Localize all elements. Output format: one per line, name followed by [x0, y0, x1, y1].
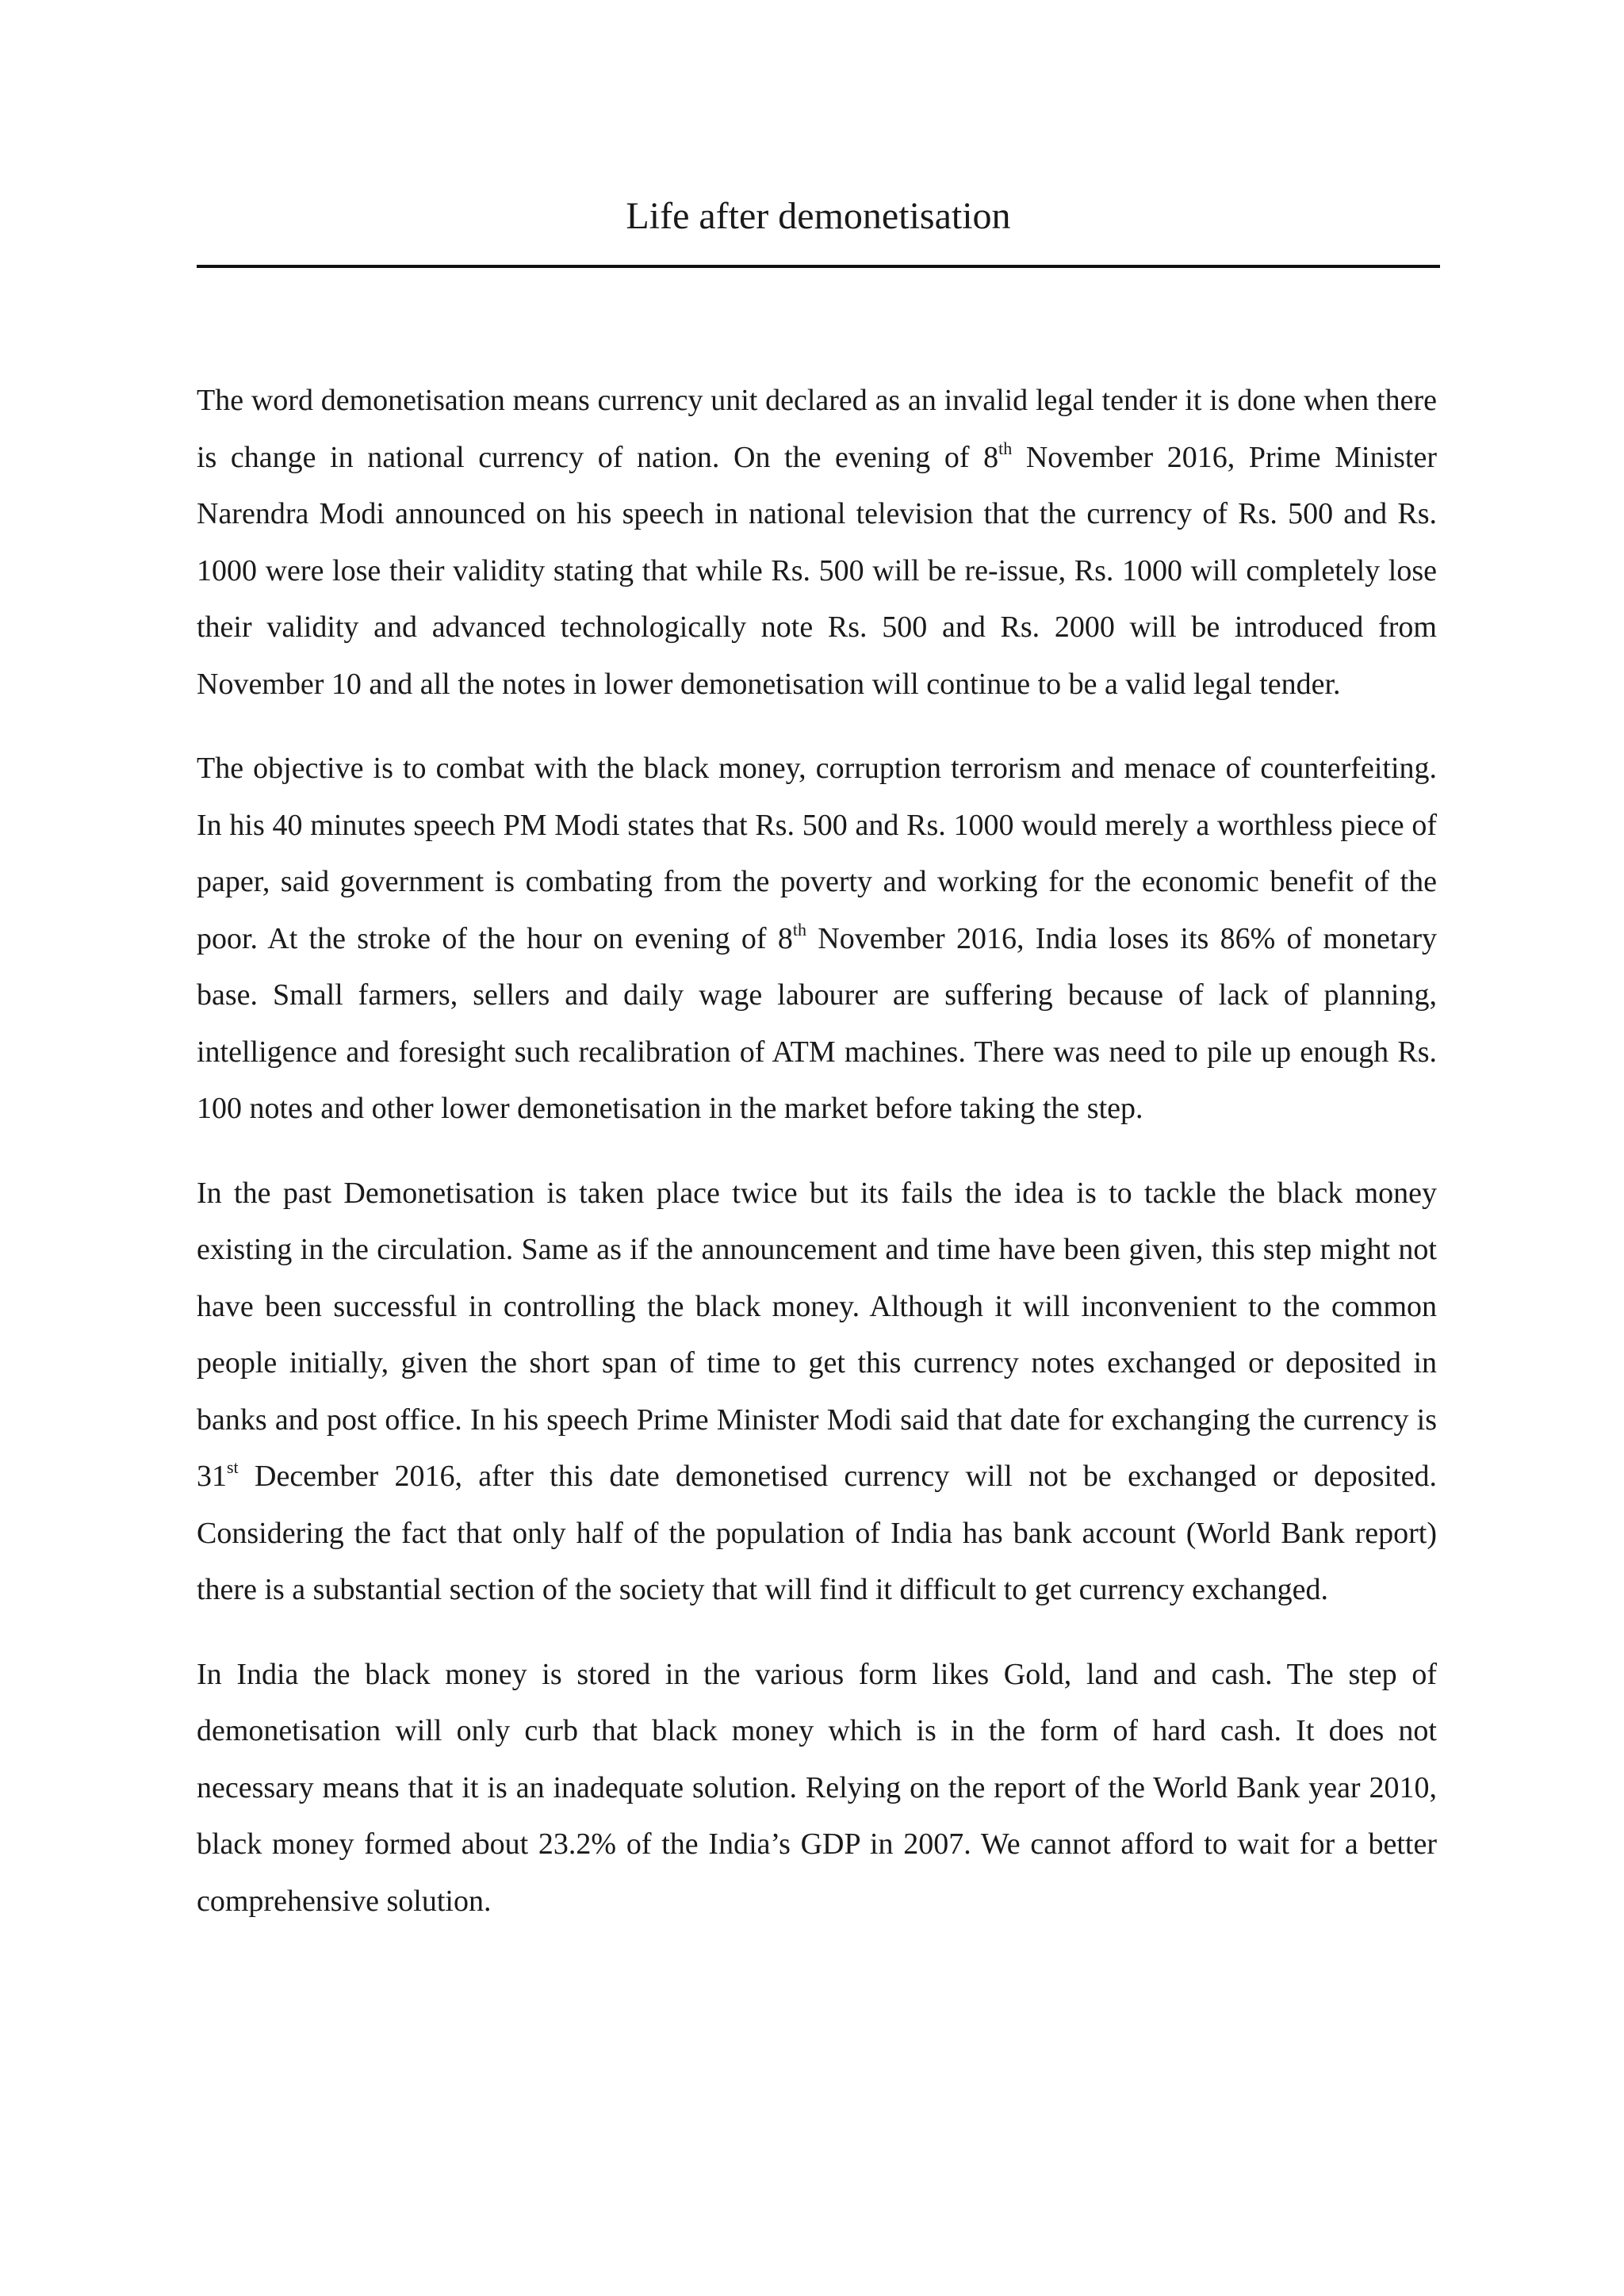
ordinal-superscript: th: [792, 919, 806, 939]
document-body: [197, 373, 1437, 1957]
document-title: Life after demonetisation: [626, 195, 1011, 237]
title-underline-rule: [197, 265, 1440, 268]
paragraph-4: [197, 1647, 1437, 1931]
paragraph-1: [197, 373, 1437, 713]
ordinal-superscript: th: [998, 438, 1013, 458]
paragraph-text: November 2016, India loses its 86% of monetary base. Small farmers, sellers and daily wage labourer are suffering because of lack of planning, intelligence and foresight such recalibration of ATM machines. There was need to pile up enough Rs. 100 notes and other lower demonetisation in the market before taking the step.: [197, 921, 1437, 1125]
paragraph-text: In the past Demonetisation is taken place twice but its fails the idea is to tackle the black money existing in the circulation. Same as if the announcement and time have been given, this step might not have been successful in controlling the black money. Although it will inconvenient to the common people initially, given the short span of time to get this currency notes exchanged or deposited in banks and post office. In his speech Prime Minister Modi said that date for exchanging the currency is 31: [197, 1176, 1437, 1493]
ordinal-superscript: st: [227, 1457, 239, 1477]
paragraph-text: November 2016, Prime Minister Narendra Modi announced on his speech in national television that the currency of Rs. 500 and Rs. 1000 were lose their validity stating that while Rs. 500 will be re-issue, Rs. 1000 will completely lose their validity and advanced technologically note Rs. 500 and Rs. 2000 will be introduced from November 10 and all the notes in lower demonetisation will continue to be a valid legal tender.: [197, 440, 1437, 701]
paragraph-text: In India the black money is stored in the various form likes Gold, land and cash. The step of demonetisation will only curb that black money which is in the form of hard cash. It does not necessary means that it is an inadequate solution. Relying on the report of the World Bank year 2010, black money formed about 23.2% of the India’s GDP in 2007. We cannot afford to wait for a better comprehensive solution.: [197, 1657, 1437, 1918]
paragraph-text: The objective is to combat with the black money, corruption terrorism and menace of counterfeiting. In his 40 minutes speech PM Modi states that Rs. 500 and Rs. 1000 would merely a worthless piece of paper, said government is combating from the poverty and working for the economic benefit of the poor. At the stroke of the hour on evening of 8: [197, 752, 1437, 955]
paragraph-2: [197, 740, 1437, 1138]
paragraph-text: December 2016, after this date demonetised currency will not be exchanged or deposited. Considering the fact that only half of the population of India has bank account (World Bank report) there is a substantial section of the society that will find it difficult to get currency exchanged.: [197, 1460, 1437, 1606]
paragraph-text: The word demonetisation means currency unit declared as an invalid legal tender it is done when there is change in national currency of nation. On the evening of 8: [197, 384, 1437, 474]
paragraph-3: [197, 1165, 1437, 1619]
